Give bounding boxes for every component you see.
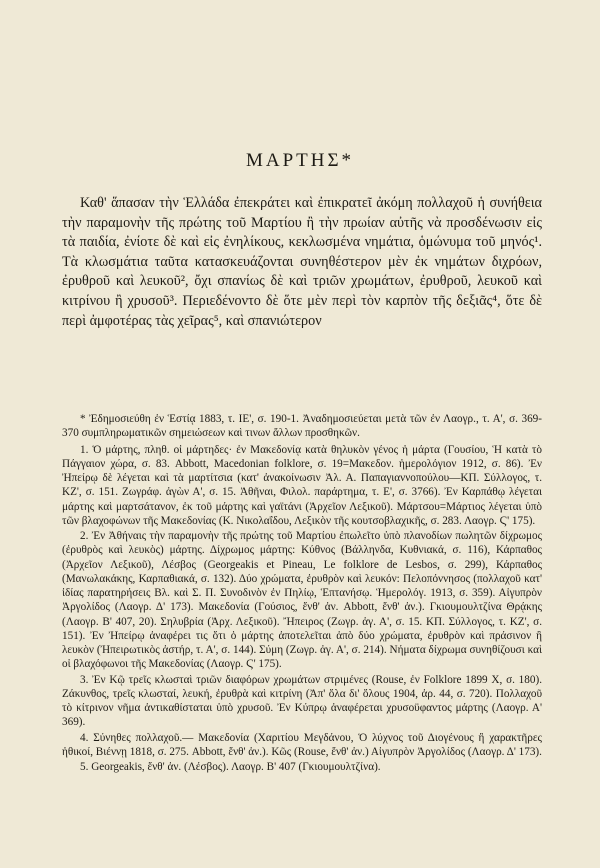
main-paragraph: Καθ' ἅπασαν τὴν Ἑλλάδα ἐπεκράτει καὶ ἐπικρατεῖ ἀκόμη πολλαχοῦ ἡ συνήθεια τὴν παραμονὴν τῆς πρώτης τοῦ Μαρτίου ἢ τὴν πρωίαν αὐτῆς νὰ προσδένωσιν εἰς τὰ παιδία, ἐνίοτε δὲ καὶ εἰς ἐνηλίκους, κεκλωσμένα νημάτια, ὁμώνυμα τοῦ μηνός¹. Τὰ κλωσμάτια ταῦτα κατασκευάζονται συνηθέστερον μὲν ἐκ νημάτων διχρόων, ἐρυθροῦ καὶ λευκοῦ², ὄχι σπανίως δὲ καὶ τριῶν χρωμάτων, ἐρυθροῦ, λευκοῦ καὶ κιτρίνου ἢ χρυσοῦ³. Περιεδένοντο δὲ ὅτε μὲν περὶ τὸν καρπὸν τῆς δεξιᾶς⁴, ὅτε δὲ περὶ ἀμφοτέρας τὰς χεῖρας⁵, καὶ σπανιώτερον [62, 195, 542, 329]
footnote-4: 4. Σύνηθες πολλαχοῦ.— Μακεδονία (Χαριτίου Μεγδάνου, Ὁ λύχνος τοῦ Διογένους ἢ χαρακτῆρες ἠθικοί, Βιέννῃ 1818, σ. 275. Abbott, ἔνθ' ἀν.). Κῶς (Rouse, ἔνθ' ἀν.) Αἰγυπρὸν Ἀργολίδος (Λαογρ. Δ' 173). [62, 731, 542, 758]
footnotes-block [62, 412, 542, 775]
footnote-2: 2. Ἐν Ἀθήναις τὴν παραμονὴν τῆς πρώτης τοῦ Μαρτίου ἐπωλεῖτο ὑπὸ πλανοδίων πωλητῶν δίχρωμος (ἐρυθρὸς καὶ λευκὸς) μάρτης. Δίχρωμος μάρτης: Κύθνος (Βάλληνδα, Κυθνιακά, σ. 116), Κάρπαθος (Ἀρχεῖον Λεξικοῦ), Λέσβος (Georgeakis et Pineau, Le folklore de Lesbos, σ. 299), Κάρπαθος (Μανωλακάκης, Καρπαθιακά, σ. 132). Δύο χρώματα, ἐρυθρὸν καὶ λευκόν: Πελοπόννησος (πολλαχοῦ κατ' ἰδίας παρατηρήσεις Βλ. καὶ Σ. Π. Συνοδινὸν ἐν Πηλίῳ, Ἑπτανήσῳ. Ἡμερολόγ. 1913, σ. 359). Αἰγυπρὸν Ἀργολίδος (Λαογρ. Δ' 173). Μακεδονία (Γούσιος, ἔνθ' ἀν. Abbott, ἔνθ' ἀν.). Γκιουμουλτζίνα Θρᾴκης (Λαογρ. Β' 407, 20). Σηλυβρία (Ἀρχ. Λεξικοῦ). Ἤπειρος (Ζωγρ. ἀγ. Α', σ. 15. ΚΠ. Σύλλογος, τ. ΚΖ', σ. 151). Ἐν Ἠπείρῳ ἀναφέρει τις ὅτι ὁ μάρτης ἀποτελεῖται ἀπὸ δύο χρώματα, ἐρυθρὸν καὶ πράσινον ἢ λευκὸν (Ἠπειρωτικὸς ἀστήρ, τ. Α', σ. 144). Σύμη (Ζωγρ. ἀγ. Α', σ. 214). Νήματα δίχρωμα συνηθίζουσι καὶ οἱ βλαχόφωνοι τῆς Μακεδονίας (Λαογρ. Ϛ' 175). [62, 530, 542, 671]
main-text-block [62, 194, 542, 331]
footnote-1: 1. Ὁ μάρτης, πληθ. οἱ μάρτηδες· ἐν Μακεδονίᾳ κατὰ θηλυκὸν γένος ἡ μάρτα (Γουσίου, Ἡ κατὰ τὸ Πάγγαιον χώρα, σ. 83. Abbott, Macedonian folklore, σ. 19=Μακεδον. ἡμερολόγιον 1912, σ. 86). Ἐν Ἠπείρῳ δὲ λέγεται καὶ τὰ μαρτίτσια (κατ' ἀνακοίνωσιν Ἀλ. Α. Παπαγιαννοπούλου—ΚΠ. Σύλλογος, τ. ΚΖ', σ. 151. Ζωγράφ. ἀγὼν Α', σ. 15. Ἀθῆναι, Φιλολ. παράρτημα, τ. Ε', σ. 3766). Ἐν Καρπάθῳ λέγεται μάρτης καὶ μαρτσάτανον, ἐκ τοῦ μάρτης καὶ γαϊτάνι (Ἀρχεῖον Λεξικοῦ). Μάρτσου=Μάρτιος λέγεται ὑπὸ τῶν βλαχοφώνων τῆς Μακεδονίας (Κ. Νικολαΐδου, Λεξικὸν τῆς κουτσοβλαχικῆς, σ. 283. Λαογρ. Ϛ' 175). [62, 443, 542, 527]
footnote-3: 3. Ἐν Κῷ τρεῖς κλωσταὶ τριῶν διαφόρων χρωμάτων στριμένες (Rouse, ἐν Folklore 1899 Χ, σ. 180). Ζάκυνθος, τρεῖς κλωσταί, λευκή, ἐρυθρὰ καὶ κιτρίνη (Ἀπ' ὅλα δι' ὅλους 1904, ἀρ. 44, σ. 720). Πολλαχοῦ τὸ κίτρινον νῆμα ἀντικαθίσταται ὑπὸ χρυσοῦ. Ἐν Κύπρῳ ἀναφέρεται χρυσοϋφαντος μάρτης (Λαογρ. Α' 369). [62, 673, 542, 729]
footnote-star: * Ἐδημοσιεύθη ἐν Ἑστίᾳ 1883, τ. ΙΕ', σ. 190-1. Ἀναδημοσιεύεται μετὰ τῶν ἐν Λαογρ., τ. Α', σ. 369-370 συμπληρωματικῶν σημειώσεων καὶ τινων ἄλλων προσθηκῶν. [62, 413, 542, 440]
page-title: ΜΑΡΤΗΣ* [245, 150, 355, 171]
footnote-5: 5. Georgeakis, ἔνθ' ἀν. (Λέσβος). Λαογρ. Β' 407 (Γκιουμουλτζίνα). [80, 761, 381, 773]
